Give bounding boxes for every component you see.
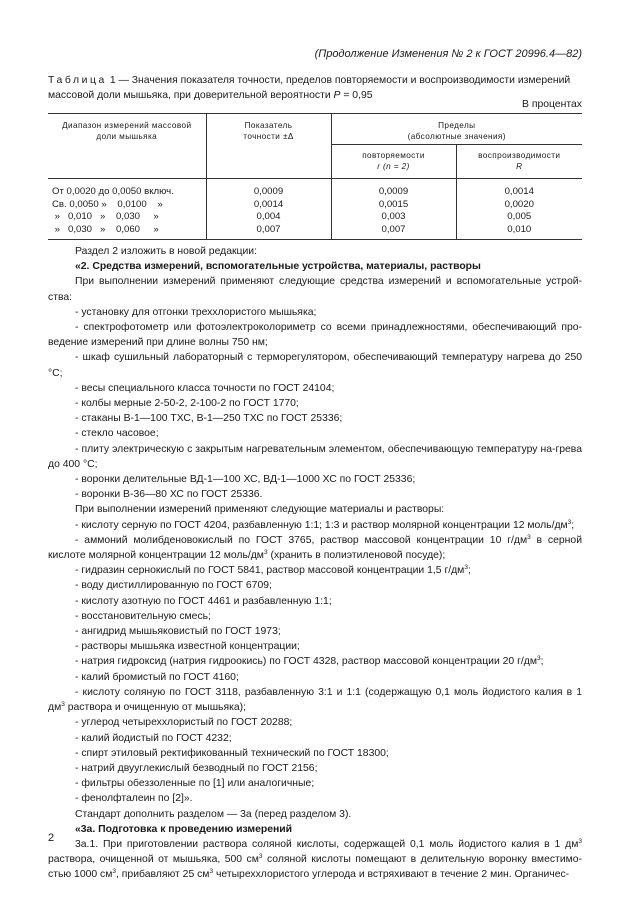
list-item: - воронки делительные ВД-1—100 ХС, ВД-1—1000 ХС по ГОСТ 25336; (75, 474, 416, 486)
table-row: От 0,0020 до 0,0050 включ. 0,0009 0,0009 0,0014 (48, 186, 582, 199)
list-item: - углерод четыреххлористый по ГОСТ 20288; (75, 717, 293, 729)
list-item: - кислоту серную по ГОСТ 4204, разбавленную 1:1; 1:3 и раствор молярной концентрации 12 моль/$дм^3$; (75, 518, 575, 531)
body-text (48, 244, 582, 883)
section-heading: «3а. Подготовка к проведению измерений (75, 823, 293, 835)
list-item: - колбы мерные 2-50-2, 2-100-2 по ГОСТ 1770; (75, 398, 299, 410)
list-item: - фильтры обеззоленные по [1] или аналогичные; (75, 778, 315, 790)
list-item: - натрий двууглекислый безводный по ГОСТ 2156; (75, 762, 318, 774)
table-units: В процентах (522, 99, 582, 110)
list-item: - спектрофотометр или фотоэлектроколориметр со всеми принадлежностями, обеспечивающий про-ведение измерений при длине волны 750 нм; (48, 322, 582, 349)
list-item: - ангидрид мышьяковистый по ГОСТ 1973; (75, 626, 281, 638)
section-heading: «2. Средства измерений, вспомогательные устройства, материалы, растворы (75, 261, 481, 273)
list-item: - калий йодистый по ГОСТ 4232; (75, 732, 232, 744)
list-item: - весы специального класса точности по ГОСТ 24104; (75, 382, 335, 394)
page-number: 2 (48, 832, 55, 844)
list-item: - шкаф сушильный лабораторный с терморегулятором, обеспечивающий температуру нагрева до 250 °С; (48, 352, 582, 379)
table-row: » 0,030 » 0,060 » 0,007 0,007 0,010 (48, 224, 582, 240)
table-caption-pval: = 0,95 (340, 90, 373, 102)
list-item: - растворы мышьяка известной концентрации; (75, 641, 300, 653)
list-item: - кислоту азотную по ГОСТ 4461 и разбавленную 1:1; (75, 595, 332, 607)
paragraph: При выполнении измерений применяют следующие средства измерений и вспомогательные устрой-ства: (48, 276, 582, 303)
list-item: - фенолфталеин по [2]». (75, 793, 193, 805)
list-item: - воронки В-36—80 ХС по ГОСТ 25336. (75, 489, 263, 501)
list-item: - воду дистиллированную по ГОСТ 6709; (75, 580, 272, 592)
table-row: Св. 0,0050 » 0,0100 » 0,0014 0,0015 0,0020 (48, 199, 582, 212)
accuracy-table (48, 113, 582, 240)
table-caption-text: 1 — Значения показателя точности, пределов повторяемости и воспроизводимости измерений массовой доли мышьяка, при доверительной вероятности (48, 75, 571, 102)
col-header-range: Диапазон измерений массовой доли мышьяка (48, 114, 206, 179)
paragraph: Раздел 2 изложить в новой редакции: (75, 246, 257, 257)
paragraph: Стандарт дополнить разделом — 3а (перед разделом 3). (75, 808, 352, 820)
list-item: - калий бромистый по ГОСТ 4160; (75, 671, 239, 683)
list-item: - аммоний молибденовокислый по ГОСТ 3765, раствор массовой концентрации 10 $г/дм^3$ в серной кислоте молярной концентрации 12 моль/$дм^3$ (хранить в полиэтиленовой посуде); (48, 533, 582, 562)
paragraph: 3а.1. При приготовлении раствора соляной кислоты, содержащей 0,1 моль йодистого калия в 1 $дм^3$ раствора, очищенной от мышьяка, 500 $см^3$ соляной кислоты помещают в делительную воронку вместимо-стью 1000 $см^3$, прибавляют 25 $см^3$ четыреххлористого углерода и встряхивают в течение 2 мин. Органичес- (48, 837, 583, 881)
list-item: - кислоту соляную по ГОСТ 3118, разбавленную 3:1 и 1:1 (содержащую 0,1 моль йодистого калия в 1 $дм^3$ раствора и очищенную от мышьяка); (48, 686, 582, 714)
table-caption (48, 73, 582, 103)
col-header-repeatability: повторяемости r (n = 2) (331, 145, 456, 179)
table-row: » 0,010 » 0,030 » 0,004 0,003 0,005 (48, 211, 582, 224)
col-header-accuracy: Показатель точности ±Δ (206, 114, 331, 179)
table-caption-p: P (333, 90, 341, 102)
list-item: - спирт этиловый ректификованный технический по ГОСТ 18300; (75, 747, 389, 759)
page-header: (Продолжение Изменения № 2 к ГОСТ 20996.4—82) (314, 48, 582, 60)
list-item: - стекло часовое; (75, 428, 159, 440)
table-caption-label: Таблица (48, 75, 107, 86)
col-header-limits: Пределы (абсолютные значения) (331, 114, 582, 145)
paragraph: При выполнении измерений применяют следующие материалы и растворы: (75, 504, 445, 516)
list-item: - натрия гидроксид (натрия гидроокись) по ГОСТ 4328, раствор массовой концентрации 20 $г/дм^3$; (75, 655, 544, 668)
list-item: - восстановительную смесь; (75, 610, 211, 622)
list-item: - стаканы В-1—100 ТХС, В-1—250 ТХС по ГОСТ 25336; (75, 413, 343, 425)
list-item: - плиту электрическую с закрытым нагревательным элементом, обеспечивающую температуру на-грева до 400 °С; (48, 443, 582, 470)
list-item: - гидразин сернокислый по ГОСТ 5841, раствор массовой концентрации 1,5 $г/дм^3$; (75, 564, 471, 577)
list-item: - установку для отгонки треххлористого мышьяка; (75, 306, 317, 318)
col-header-reproducibility: воспроизводимости R (456, 145, 582, 179)
